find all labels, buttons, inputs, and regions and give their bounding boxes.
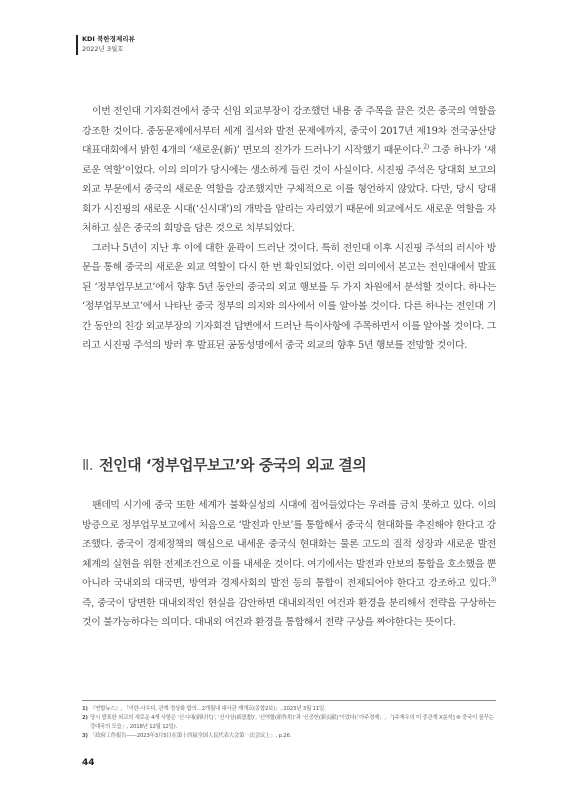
issue-date: 2022년 3월호 xyxy=(82,45,124,53)
section-title: 전인대 ‘정부업무보고’와 중국의 외교 결의 xyxy=(99,456,367,474)
footnote xyxy=(82,714,496,732)
section-number: Ⅱ. xyxy=(82,456,94,474)
footnotes xyxy=(82,700,496,741)
footnote-text: 『연합뉴스』, 「이란-사우디, 관계 정상화 합의…2개월내 대사관 재개교(종합2보)」, 2023년 3월 11일. xyxy=(90,706,326,712)
footnote-ref[interactable]: 3) xyxy=(490,576,496,584)
body-text-bottom xyxy=(82,496,496,633)
paragraph-text: 팬데믹 시기에 중국 또한 세계가 불확실성의 시대에 접어들었다는 우려를 금치 못하고 있다. 이의 방증으로 정부업무보고에서 처음으로 ‘발전과 안보’를 통합해서 중국식 현대화를 추진해야 한다고 강조했다. 중국이 경제정책의 핵심으로 내세운 중국식 현대화는 물론 고도의 질적 성장과 새로운 발전 체계의 실현을 위한 전제조건으로 이를 내세운 것이다. 여기에서는 발전과 안보의 통합을 호소했을 뿐 아니라 국내외의 대국면, 방역과 경제사회의 발전 등의 통합이 전제되어야 한다고 강조하고 있다. xyxy=(82,500,496,589)
section-heading xyxy=(82,454,496,475)
footnote-number: 2) xyxy=(82,715,88,721)
footnote-text: 당시 발표한 외교의 새로운 4개 사항은 ‘신시대(新时代)’, ‘신사상(新思想)’, ‘신역할(新作用)’과 ‘신공헌(新贡献)’이었다(「아주경제」, 「[주재우의 미 중관계 X분석] ⑥ 중국이 꿈꾸는 강대국의 모습」, 2018년 12월 12일). xyxy=(90,715,494,730)
paragraph: 그러나 5년이 지난 후 이에 대한 윤곽이 드러난 것이다. 특히 전인대 이후 시진핑 주석의 러시아 방문을 통해 중국의 새로운 외교 역할이 다시 한 번 확인되었다. 이런 의미에서 본고는 전인대에서 발표된 ‘정부업무보고’에서 향후 5년 동안의 중국의 외교 행보를 두 가지 차원에서 분석할 것이다. 하나는 ‘정부업무보고’에서 나타난 중국 정부의 의지와 의사에서 이를 알아볼 것이다. 다른 하나는 전인대 기간 동안의 친강 외교부장의 기자회견 답변에서 드러난 특이사항에 주목하면서 이를 알아볼 것이다. 그리고 시진핑 주석의 방러 후 발표된 공동성명에서 중국 외교의 향후 5년 행보를 전망할 것이다. xyxy=(82,242,496,351)
paragraph-text: 즉, 중국이 당면한 대내외적인 현실을 감안하면 대내외적인 여건과 환경을 분리해서 전략을 구상하는 것이 불가능하다는 의미다. 대내외 여건과 환경을 통합해서 전략 구상을 짜야한다는 뜻이다. xyxy=(82,597,496,628)
running-header xyxy=(82,34,135,54)
body-text-top xyxy=(82,102,496,356)
footnote-text: 「政府工作报告——2023年3月5日在第十四届全国人民代表大会第一次会议上」, p.26. xyxy=(90,733,292,739)
paragraph-text: 그중 하나가 ‘새로운 역할’이었다. 이의 의미가 당시에는 생소하게 들린 것이 사실이다. 시진핑 주석은 당대회 보고의 외교 부문에서 중국의 새로운 역할을 강조했지만 구체적으로 이를 형언하지 않았다. 다만, 당시 당대회가 시진핑의 새로운 시대(‘신시대’)의 개막을 알리는 자리였기 때문에 외교에서도 새로운 역할을 자처하고 싶은 중국의 희망을 담은 것으로 치부되었다. xyxy=(82,145,496,234)
header-accent-bar xyxy=(76,35,78,55)
footnote xyxy=(82,732,496,741)
footnote-ref[interactable]: 2) xyxy=(423,143,429,151)
footnote xyxy=(82,705,496,714)
page-number: 44 xyxy=(82,758,95,768)
journal-title: KDI 북한경제리뷰 xyxy=(82,35,135,43)
paragraph-text: 이번 전인대 기자회견에서 중국 신임 외교부장이 강조했던 내용 중 주목을 끌은 것은 중국의 역할을 강조한 것이다. 중동문제에서부터 세계 질서와 발전 문제에까지, 중국이 2017년 제19차 전국공산당대표대회에서 밝힌 4개의 ‘새로운(新)’ 면모의 진가가 드러나기 시작했기 때문이다. xyxy=(82,106,496,156)
footnote-number: 1) xyxy=(82,706,88,712)
paragraph xyxy=(82,496,496,633)
footnote-number: 3) xyxy=(82,733,88,739)
paragraph xyxy=(82,102,496,239)
